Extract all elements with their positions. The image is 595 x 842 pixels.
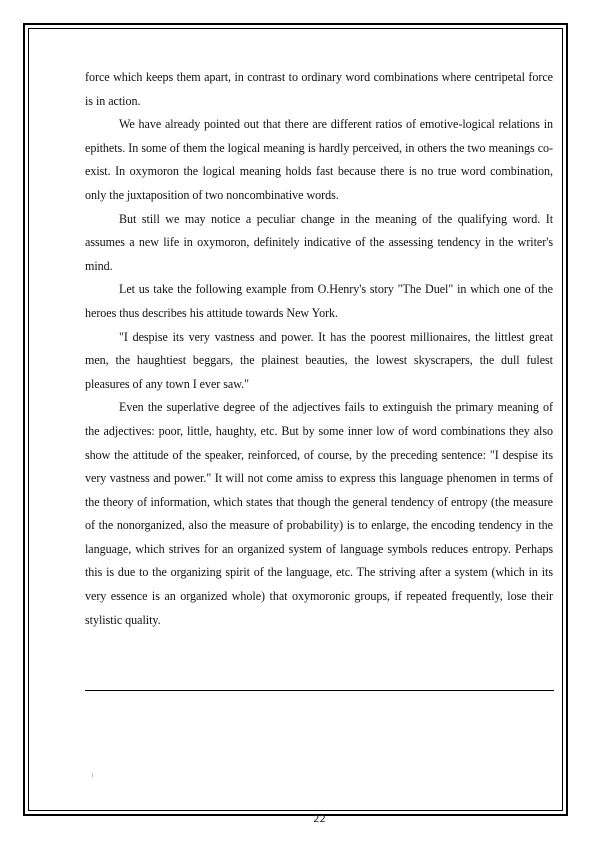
page-number-container	[0, 814, 595, 825]
paragraph: force which keeps them apart, in contrast to ordinary word combinations where centripetal force is in action.	[85, 70, 553, 108]
paragraph: Let us take the following example from O.Henry's story "The Duel" in which one of the heroes thus describes his attitude towards New York.	[85, 282, 553, 320]
paragraph: But still we may notice a peculiar change in the meaning of the qualifying word. It assumes a new life in oxymoron, definitely indicative of the assessing tendency in the writer's mind.	[85, 211, 553, 273]
paragraph: "I despise its very vastness and power. It has the poorest millionaires, the littlest great men, the haughtiest beggars, the plainest beauties, the lowest skyscrapers, the dull fulest pleasures of any town I ever saw."	[85, 329, 553, 391]
paragraph: We have already pointed out that there are different ratios of emotive-logical relations in epithets. In some of them the logical meaning is hardly perceived, in others the two meanings co-exist. In oxymoron the logical meaning holds fast because there is no true word combination, only the juxtaposition of two noncombinative words.	[85, 117, 553, 202]
page-number: 22	[313, 814, 326, 825]
body-text	[85, 66, 553, 632]
text-end-rule	[85, 690, 554, 691]
paragraph: Even the superlative degree of the adjectives fails to extinguish the primary meaning of the adjectives: poor, little, haughty, etc. But by some inner low of word combinations they also show the attitude of the speaker, reinforced, of course, by the preceding sentence: "I despise its very vastness and power." It will not come amiss to express this language phenomen in terms of the theory of information, which states that though the general tendency of entropy (the measure of the nonorganized, also the measure of probability) is to enlarge, the encoding tendency in the language, which strives for an organized system of language symbols reduces entropy. Perhaps this is due to the organizing spirit of the language, etc. The striving after a system (which in its very essence is an organized whole) that oxymoronic groups, if repeated frequently, lose their stylistic quality.	[85, 400, 553, 627]
scan-mark	[92, 773, 93, 777]
